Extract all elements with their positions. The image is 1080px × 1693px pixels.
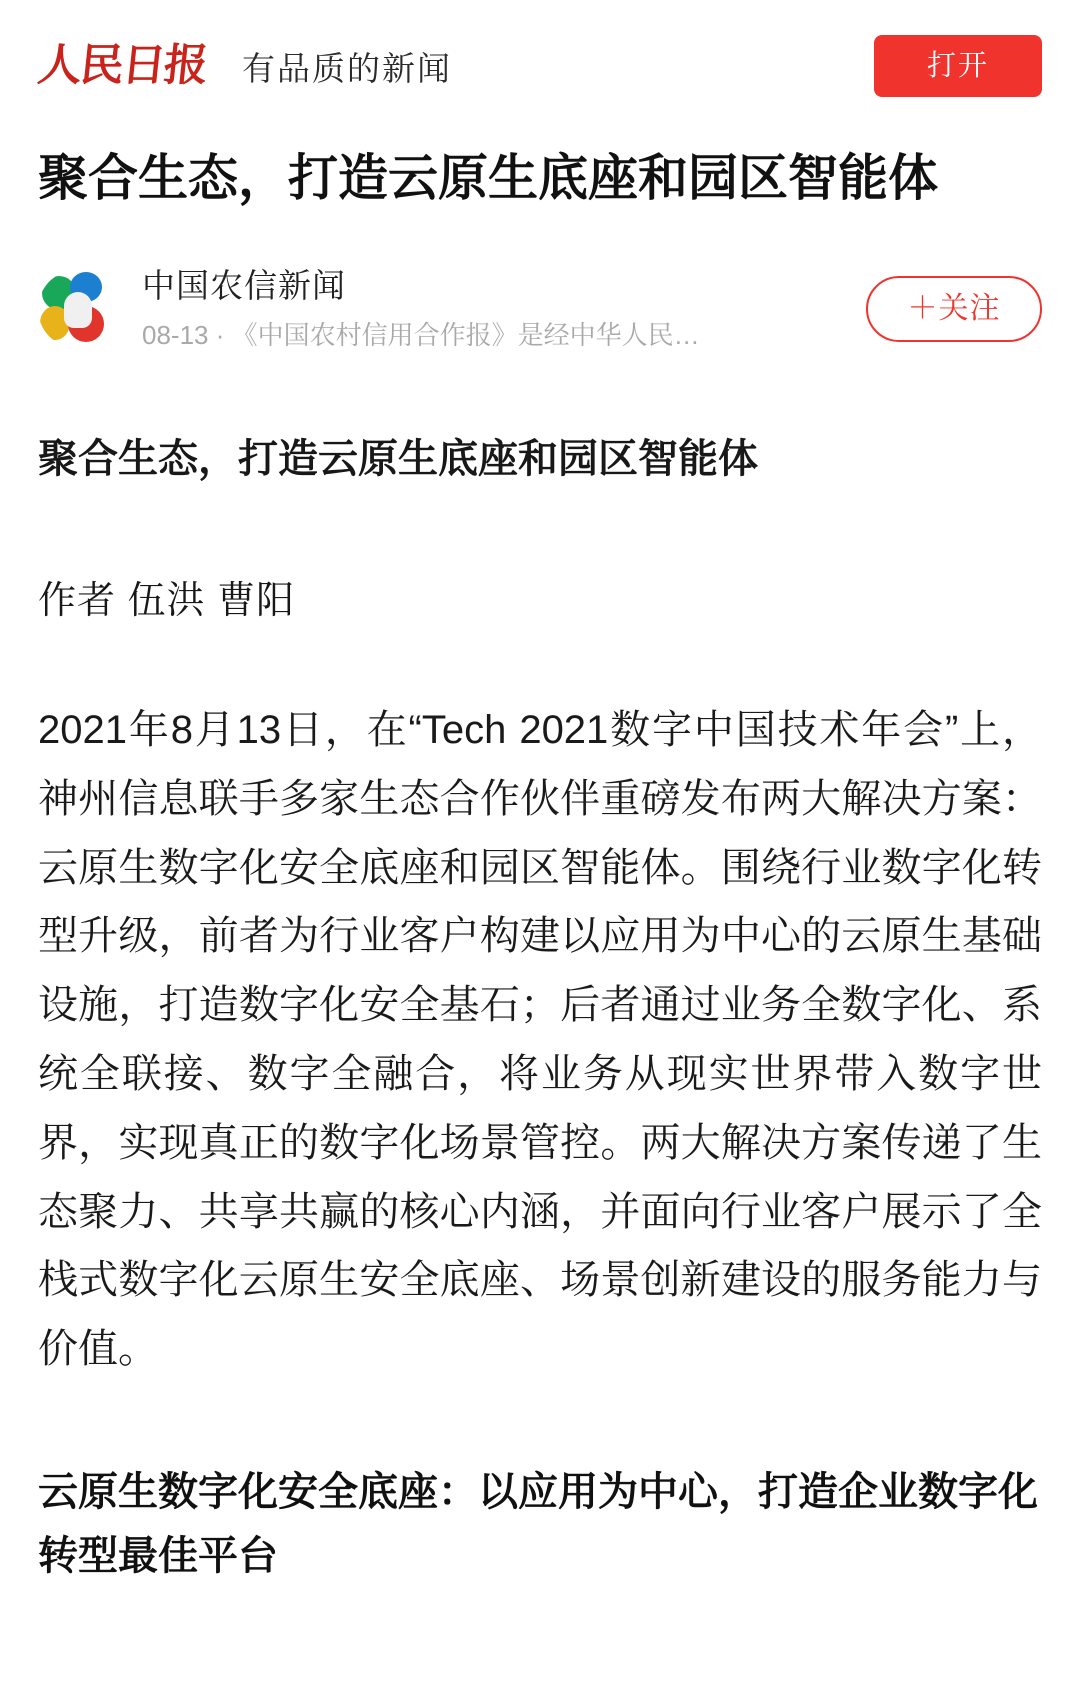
article-subtitle: 聚合生态，打造云原生底座和园区智能体	[38, 437, 758, 481]
follow-button[interactable]: ＋关注	[866, 276, 1042, 342]
article-section-heading: 云原生数字化安全底座：以应用为中心，打造企业数字化转型最佳平台	[38, 1469, 1038, 1578]
open-app-button[interactable]: 打开	[874, 35, 1042, 97]
page-title: 聚合生态，打造云原生底座和园区智能体	[38, 150, 938, 206]
app-topbar	[35, 0, 1042, 120]
article-paragraph: 2021年8月13日，在“Tech 2021数字中国技术年会”上，神州信息联手多家生态合作伙伴重磅发布两大解决方案：云原生数字化安全底座和园区智能体。围绕行业数字化转型升级，前者为行业客户构建以应用为中心的云原生基础设施，打造数字化安全基石；后者通过业务全数字化、系统全联接、数字全融合，将业务从现实世界带入数字世界，实现真正的数字化场景管控。两大解决方案传递了生态聚力、共享共赢的核心内涵，并面向行业客户展示了全栈式数字化云原生安全底座、场景创新建设的服务能力与价值。	[38, 708, 1042, 1372]
source-name[interactable]: 中国农信新闻	[142, 267, 346, 305]
avatar-core-shape	[64, 292, 92, 328]
peoples-daily-logo: 人民日报	[35, 40, 209, 91]
source-info	[142, 265, 848, 352]
article-byline: 作者 伍洪 曹阳	[38, 580, 296, 622]
source-row	[38, 261, 1042, 357]
article-body	[38, 431, 1042, 1588]
source-meta: 08-13 · 《中国农村信用合作报》是经中华人民…	[142, 319, 700, 350]
brand-slogan: 有品质的新闻	[242, 49, 452, 87]
avatar[interactable]	[38, 270, 116, 348]
